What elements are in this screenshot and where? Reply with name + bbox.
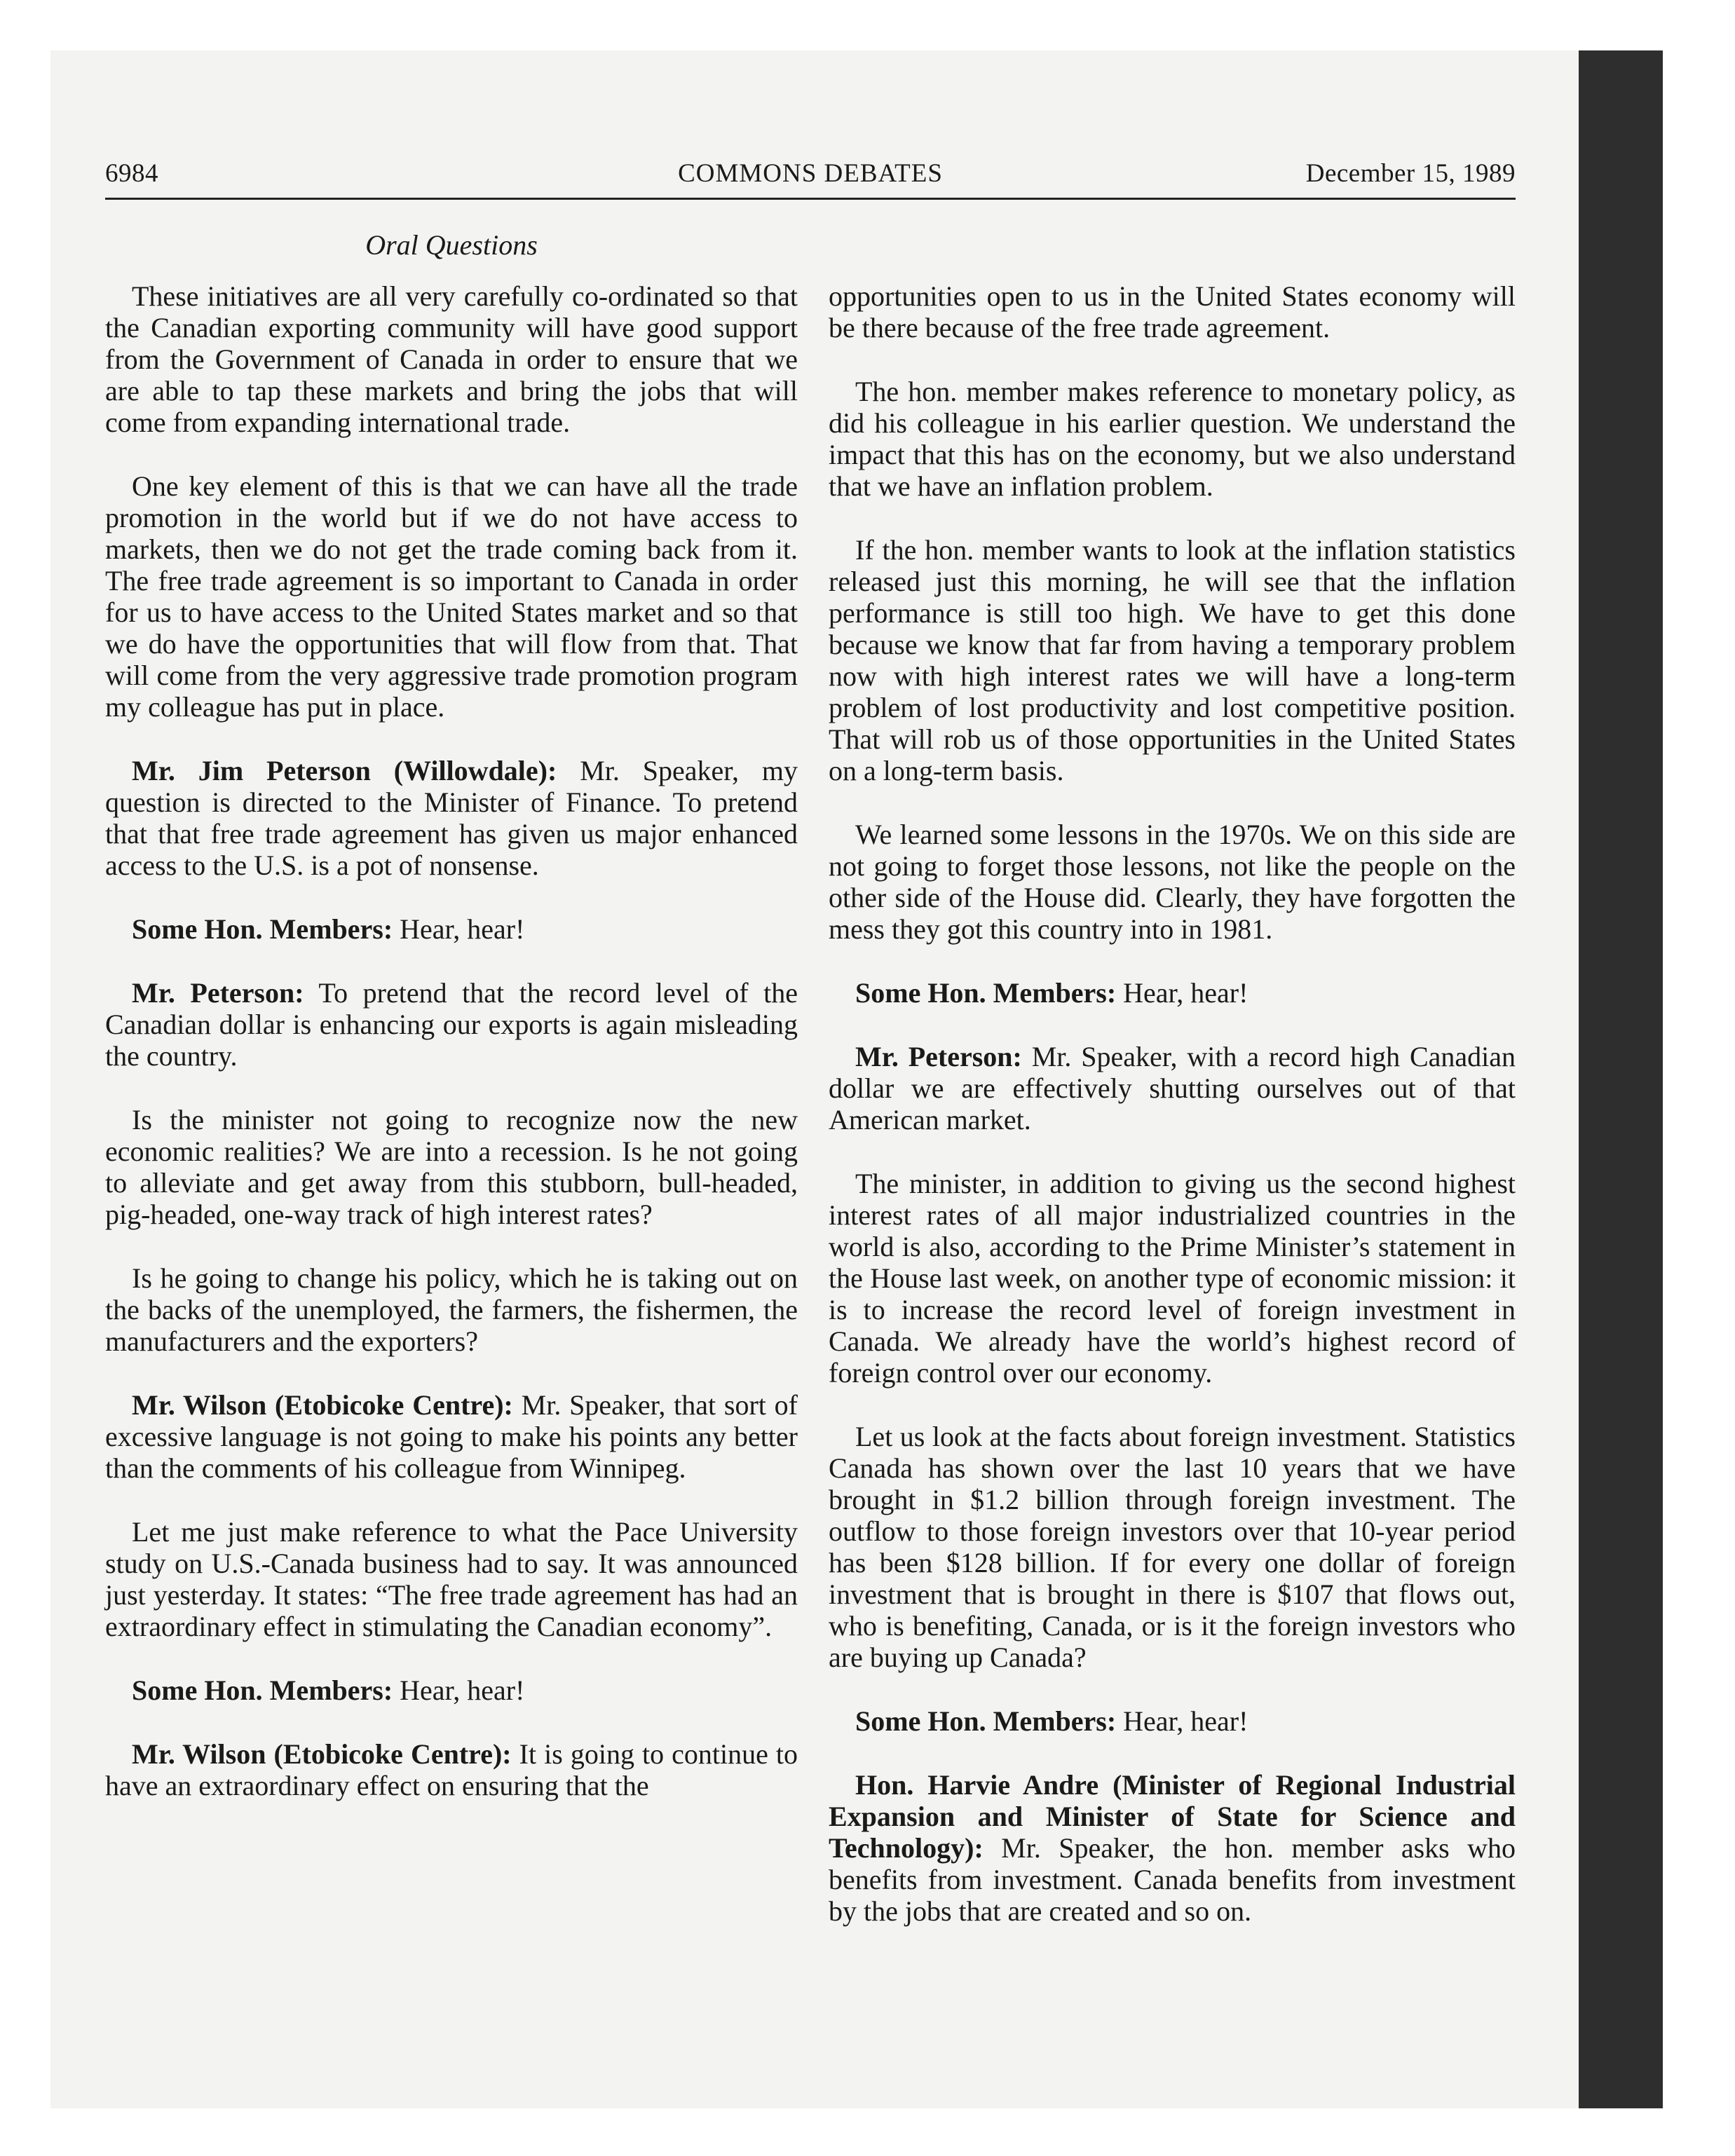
paragraph bbox=[105, 1674, 798, 1706]
speaker-name: Mr. Peterson: bbox=[855, 1041, 1022, 1072]
paragraph bbox=[105, 1738, 798, 1801]
right-column bbox=[829, 280, 1516, 1959]
paragraph bbox=[829, 376, 1516, 502]
paragraph-text: These initiatives are all very carefully co-ordinated so that the Canadian exporting community will have good support from the Government of Canada in order to ensure that we are able to tap these markets and bring the jobs that will come from expanding international trade. bbox=[105, 280, 798, 438]
speaker-name: Mr. Wilson (Etobicoke Centre): bbox=[132, 1389, 513, 1421]
paragraph-text: If the hon. member wants to look at the inflation statistics released just this morning, he will see that the inflation performance is still too high. We have to get this done because we know that far from having a temporary problem now with high interest rates we will have a long-term problem of lost productivity and lost competitive position. That will rob us of those opportunities in the United States on a long-term basis. bbox=[829, 534, 1516, 786]
paragraph bbox=[105, 280, 798, 438]
speaker-name: Mr. Wilson (Etobicoke Centre): bbox=[132, 1738, 512, 1770]
paragraph bbox=[829, 1168, 1516, 1389]
paragraph bbox=[829, 1041, 1516, 1135]
paragraph-text: Let me just make reference to what the Pace University study on U.S.-Canada business had to say. It was announced just yesterday. It states: “The free trade agreement has had an extraordinary effect in stimulating the Canadian economy”. bbox=[105, 1516, 798, 1642]
paragraph bbox=[105, 977, 798, 1072]
page-header bbox=[105, 154, 1516, 196]
left-column bbox=[105, 280, 798, 1834]
paragraph-text: Mr. Speaker, that sort of excessive language is not going to make his points any better than the comments of his colleague from Winnipeg. bbox=[105, 1389, 798, 1484]
paragraph bbox=[105, 1389, 798, 1484]
speaker-name: Some Hon. Members: bbox=[132, 913, 393, 945]
paragraph-text: Is he going to change his policy, which he is taking out on the backs of the unemployed, the farmers, the fishermen, the manufacturers and the exporters? bbox=[105, 1262, 798, 1357]
speaker-name: Some Hon. Members: bbox=[132, 1674, 393, 1706]
paragraph-text: Hear, hear! bbox=[1116, 1705, 1248, 1737]
section-title: Oral Questions bbox=[365, 229, 538, 261]
paragraph bbox=[829, 534, 1516, 786]
paragraph-text: opportunities open to us in the United States economy will be there because of the free trade agreement. bbox=[829, 280, 1516, 343]
scan-edge-bar bbox=[1579, 50, 1663, 2108]
paragraph-text: Hear, hear! bbox=[393, 913, 525, 945]
paragraph bbox=[105, 1516, 798, 1642]
paragraph-text: The minister, in addition to giving us the second highest interest rates of all major industrialized countries in the world is also, according to the Prime Minister’s statement in the House last week, on another type of economic mission: it is to increase the record level of foreign investment in Canada. We already have the world’s highest record of foreign control over our economy. bbox=[829, 1168, 1516, 1389]
paragraph bbox=[105, 913, 798, 945]
paragraph-text: To pretend that the record level of the Canadian dollar is enhancing our exports is again misleading the country. bbox=[105, 977, 798, 1072]
paragraph-text: Hear, hear! bbox=[1116, 977, 1248, 1009]
paragraph bbox=[829, 1769, 1516, 1927]
paragraph-text: Mr. Speaker, with a record high Canadian dollar we are effectively shutting ourselves out of that American market. bbox=[829, 1041, 1516, 1135]
paragraph bbox=[829, 1705, 1516, 1737]
publication-title: COMMONS DEBATES bbox=[678, 159, 943, 188]
page-number: 6984 bbox=[105, 159, 158, 188]
header-date: December 15, 1989 bbox=[1305, 159, 1516, 188]
speaker-name: Some Hon. Members: bbox=[855, 1705, 1117, 1737]
paragraph bbox=[829, 819, 1516, 945]
paragraph bbox=[829, 1421, 1516, 1673]
paragraph-text: It is going to continue to have an extraordinary effect on ensuring that the bbox=[105, 1738, 798, 1801]
speaker-name: Some Hon. Members: bbox=[855, 977, 1117, 1009]
header-divider bbox=[105, 198, 1516, 200]
paragraph bbox=[105, 755, 798, 881]
paragraph-text: One key element of this is that we can have all the trade promotion in the world but if we do not have access to markets, then we do not get the trade coming back from it. The free trade agreement is so important to Canada in order for us to have access to the United States market and so that we do have the opportunities that will flow from that. That will come from the very aggressive trade promotion program my colleague has put in place. bbox=[105, 470, 798, 723]
paragraph bbox=[105, 1262, 798, 1357]
paragraph-text: The hon. member makes reference to monetary policy, as did his colleague in his earlier question. We understand the impact that this has on the economy, but we also understand that we have an inflation problem. bbox=[829, 376, 1516, 502]
paragraph bbox=[829, 977, 1516, 1009]
paragraph-text: Is the minister not going to recognize now the new economic realities? We are into a recession. Is he not going to alleviate and get away from this stubborn, bull-headed, pig-headed, one-way track of high interest rates? bbox=[105, 1104, 798, 1230]
speaker-name: Mr. Jim Peterson (Willowdale): bbox=[132, 755, 557, 786]
speaker-name: Hon. Harvie Andre (Minister of Regional Industrial Expansion and Minister of State for Science and Technology): bbox=[829, 1769, 1516, 1864]
paragraph bbox=[105, 1104, 798, 1230]
paragraph bbox=[105, 470, 798, 723]
paragraph-text: Mr. Speaker, the hon. member asks who benefits from investment. Canada benefits from investment by the jobs that are created and so on. bbox=[829, 1832, 1516, 1927]
paragraph-text: Mr. Speaker, my question is directed to the Minister of Finance. To pretend that that free trade agreement has given us major enhanced access to the U.S. is a pot of nonsense. bbox=[105, 755, 798, 881]
paragraph-text: Hear, hear! bbox=[393, 1674, 525, 1706]
speaker-name: Mr. Peterson: bbox=[132, 977, 304, 1009]
paragraph-text: Let us look at the facts about foreign investment. Statistics Canada has shown over the last 10 years that we have brought in $1.2 billion through foreign investment. The outflow to those foreign investors over that 10-year period has been $128 billion. If for every one dollar of foreign investment that is brought in there is $107 that flows out, who is benefiting, Canada, or is it the foreign investors who are buying up Canada? bbox=[829, 1421, 1516, 1673]
paragraph-text: We learned some lessons in the 1970s. We on this side are not going to forget those lessons, not like the people on the other side of the House did. Clearly, they have forgotten the mess they got this country into in 1981. bbox=[829, 819, 1516, 945]
paragraph bbox=[829, 280, 1516, 343]
